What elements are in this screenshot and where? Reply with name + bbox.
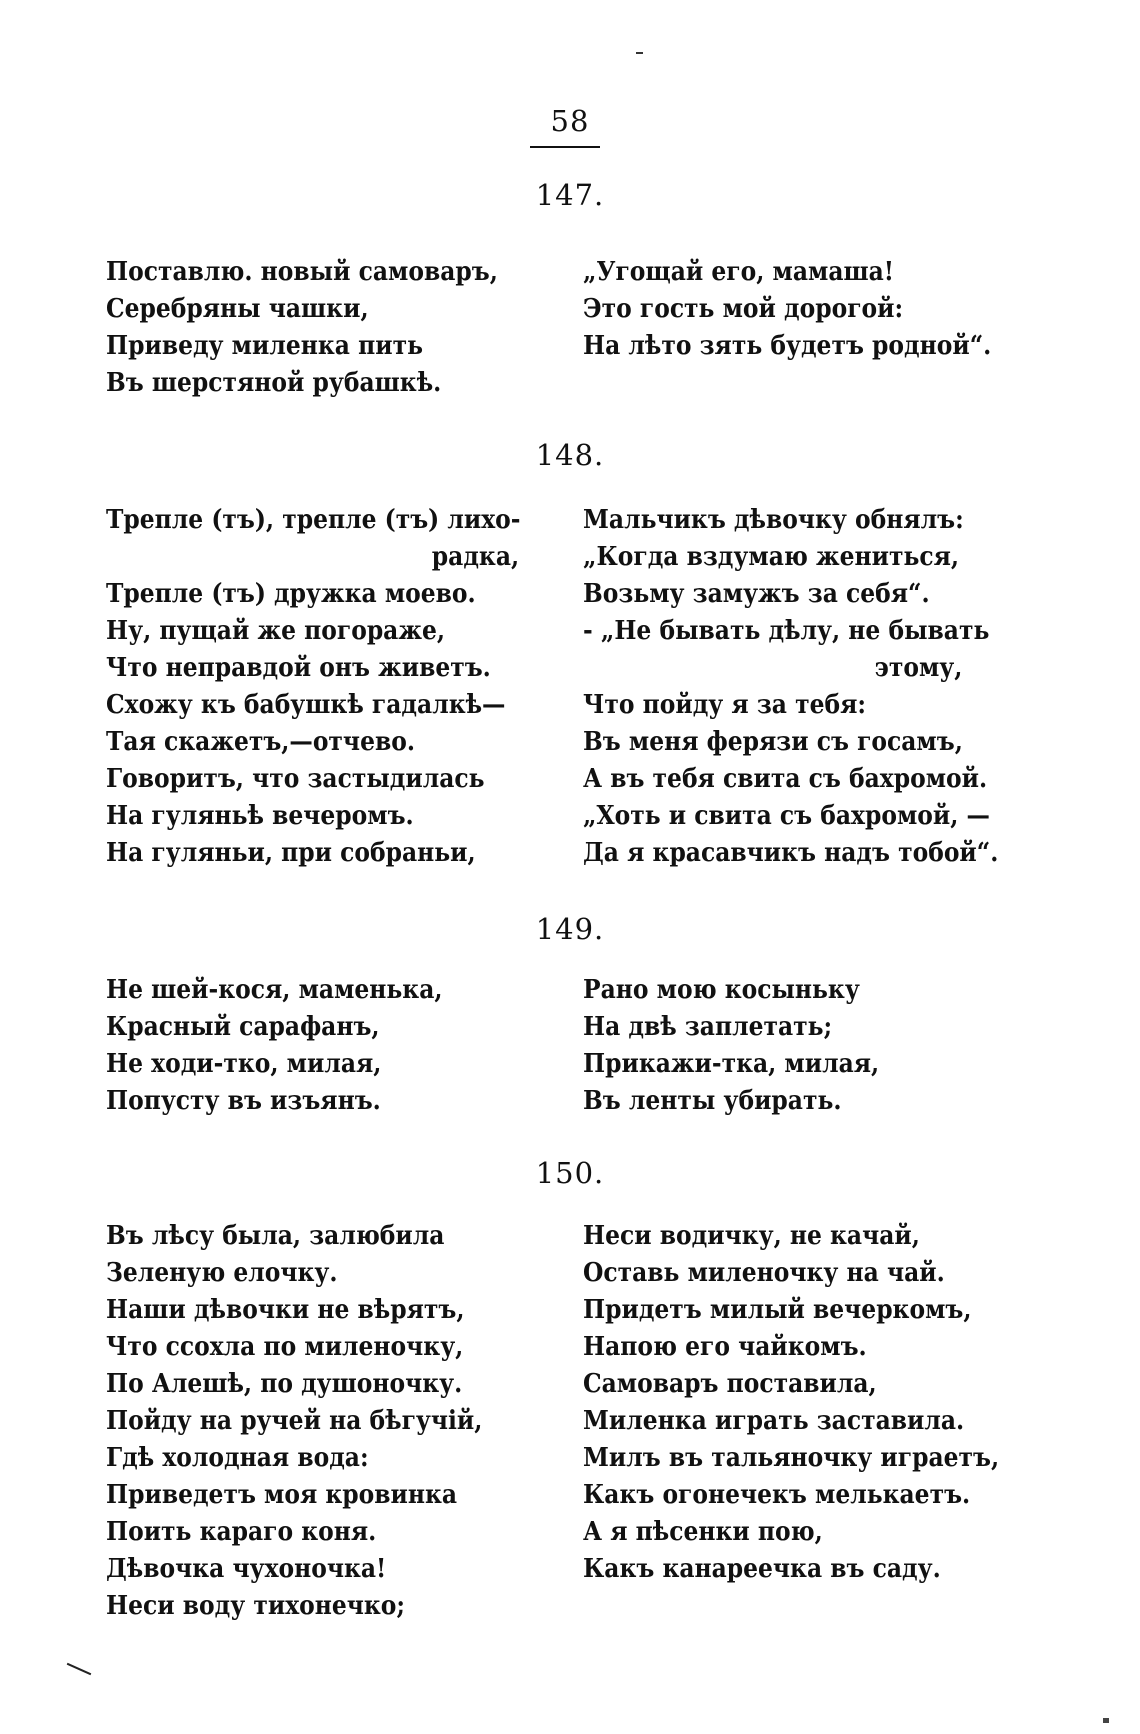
print-speck <box>1103 1718 1109 1723</box>
verse-line: Самоваръ поставила, <box>583 1369 877 1399</box>
verse-line: Въ шерстяной рубашкѣ. <box>106 368 442 398</box>
print-speck <box>67 1663 92 1675</box>
verse-line: Приведетъ моя кровинка <box>106 1480 458 1510</box>
verse-line: Тая скажетъ,—отчево. <box>106 727 415 757</box>
verse-line: Что ссохла по миленочку, <box>106 1332 464 1362</box>
song-right-column <box>583 254 991 365</box>
page-number-rule <box>530 146 600 148</box>
verse-line: Придетъ милый вечеркомъ, <box>583 1295 972 1325</box>
song-right-column <box>583 1218 999 1588</box>
verse-line: Говоритъ, что застыдилась <box>106 764 485 794</box>
verse-line: Неси водичку, не качай, <box>583 1221 920 1251</box>
verse-line: Прикажи-тка, милая, <box>583 1049 880 1079</box>
verse-line: Что неправдой онъ живетъ. <box>106 653 491 683</box>
verse-line: А въ тебя свита съ бахромой. <box>583 764 988 794</box>
verse-line: Гдѣ холодная вода: <box>106 1443 369 1473</box>
verse-line: Возьму замужъ за себя“. <box>583 579 930 609</box>
verse-line: Напою его чайкомъ. <box>583 1332 867 1362</box>
verse-line: На двѣ заплетать; <box>583 1012 833 1042</box>
verse-line: „Угощай его, мамаша! <box>583 257 895 287</box>
verse-line: На лѣто зять будетъ родной“. <box>583 331 992 361</box>
song-number: 150. <box>535 1156 605 1190</box>
verse-line: Зеленую елочку. <box>106 1258 338 1288</box>
verse-line: Пойду на ручей на бѣгучій, <box>106 1406 483 1436</box>
verse-line: Въ меня ферязи съ госамъ, <box>583 727 963 757</box>
verse-line: Да я красавчикъ надъ тобой“. <box>583 838 999 868</box>
print-speck <box>636 52 643 54</box>
verse-line: „Когда вздумаю жениться, <box>583 542 960 572</box>
verse-line: Это гость мой дорогой: <box>583 294 904 324</box>
verse-line: Красный сарафанъ, <box>106 1012 380 1042</box>
song-number: 149. <box>535 912 605 946</box>
verse-line: Оставь миленочку на чай. <box>583 1258 945 1288</box>
verse-line-continuation: этому, <box>874 653 963 683</box>
song-left-column <box>106 1218 482 1625</box>
verse-line: На гуляньи, при собраньи, <box>106 838 476 868</box>
verse-line: Серебряны чашки, <box>106 294 369 324</box>
song-right-column <box>583 972 879 1120</box>
song-number: 147. <box>535 178 605 212</box>
verse-line: Какъ огонечекъ мелькаетъ. <box>583 1480 971 1510</box>
song-left-column <box>106 972 443 1120</box>
verse-line: Трепле (тъ), трепле (тъ) лихо- <box>106 505 521 535</box>
verse-line: - „Не бывать дѣлу, не бывать <box>583 616 990 646</box>
verse-line: Рано мою косыньку <box>583 975 860 1005</box>
verse-line: Приведу миленка пить <box>106 331 423 361</box>
verse-line: Въ ленты убирать. <box>583 1086 842 1116</box>
song-number: 148. <box>535 438 605 472</box>
verse-line: Наши дѣвочки не вѣрятъ, <box>106 1295 465 1325</box>
verse-line: Поить караго коня. <box>106 1517 377 1547</box>
verse-line: „Хоть и свита съ бахромой, — <box>583 801 990 831</box>
verse-line: Дѣвочка чухоночка! <box>106 1554 387 1584</box>
song-left-column <box>106 254 498 402</box>
verse-line: Ну, пущай же погораже, <box>106 616 446 646</box>
verse-line: Въ лѣсу была, залюбила <box>106 1221 445 1251</box>
verse-line: Милъ въ тальяночку играетъ, <box>583 1443 1000 1473</box>
verse-line: Схожу къ бабушкѣ гадалкѣ— <box>106 690 506 720</box>
verse-line: А я пѣсенки пою, <box>583 1517 823 1547</box>
verse-line: Какъ канареечка въ саду. <box>583 1554 941 1584</box>
verse-line: Мальчикъ дѣвочку обнялъ: <box>583 505 964 535</box>
verse-line: Трепле (тъ) дружка моево. <box>106 579 476 609</box>
page-number: 58 <box>550 104 590 138</box>
verse-line: Неси воду тихонечко; <box>106 1591 406 1621</box>
song-left-column <box>106 502 520 872</box>
verse-line: По Алешѣ, по душоночку. <box>106 1369 463 1399</box>
verse-line: Попусту въ изъянъ. <box>106 1086 381 1116</box>
verse-line: Не шей-кося, маменька, <box>106 975 443 1005</box>
verse-line-continuation: радка, <box>431 542 520 572</box>
verse-line: На гуляньѣ вечеромъ. <box>106 801 414 831</box>
verse-line: Не ходи-тко, милая, <box>106 1049 382 1079</box>
verse-line: Поставлю. новый самоваръ, <box>106 257 498 287</box>
verse-line: Миленка играть заставила. <box>583 1406 965 1436</box>
verse-line: Что пойду я за тебя: <box>583 690 867 720</box>
song-right-column <box>583 502 998 872</box>
